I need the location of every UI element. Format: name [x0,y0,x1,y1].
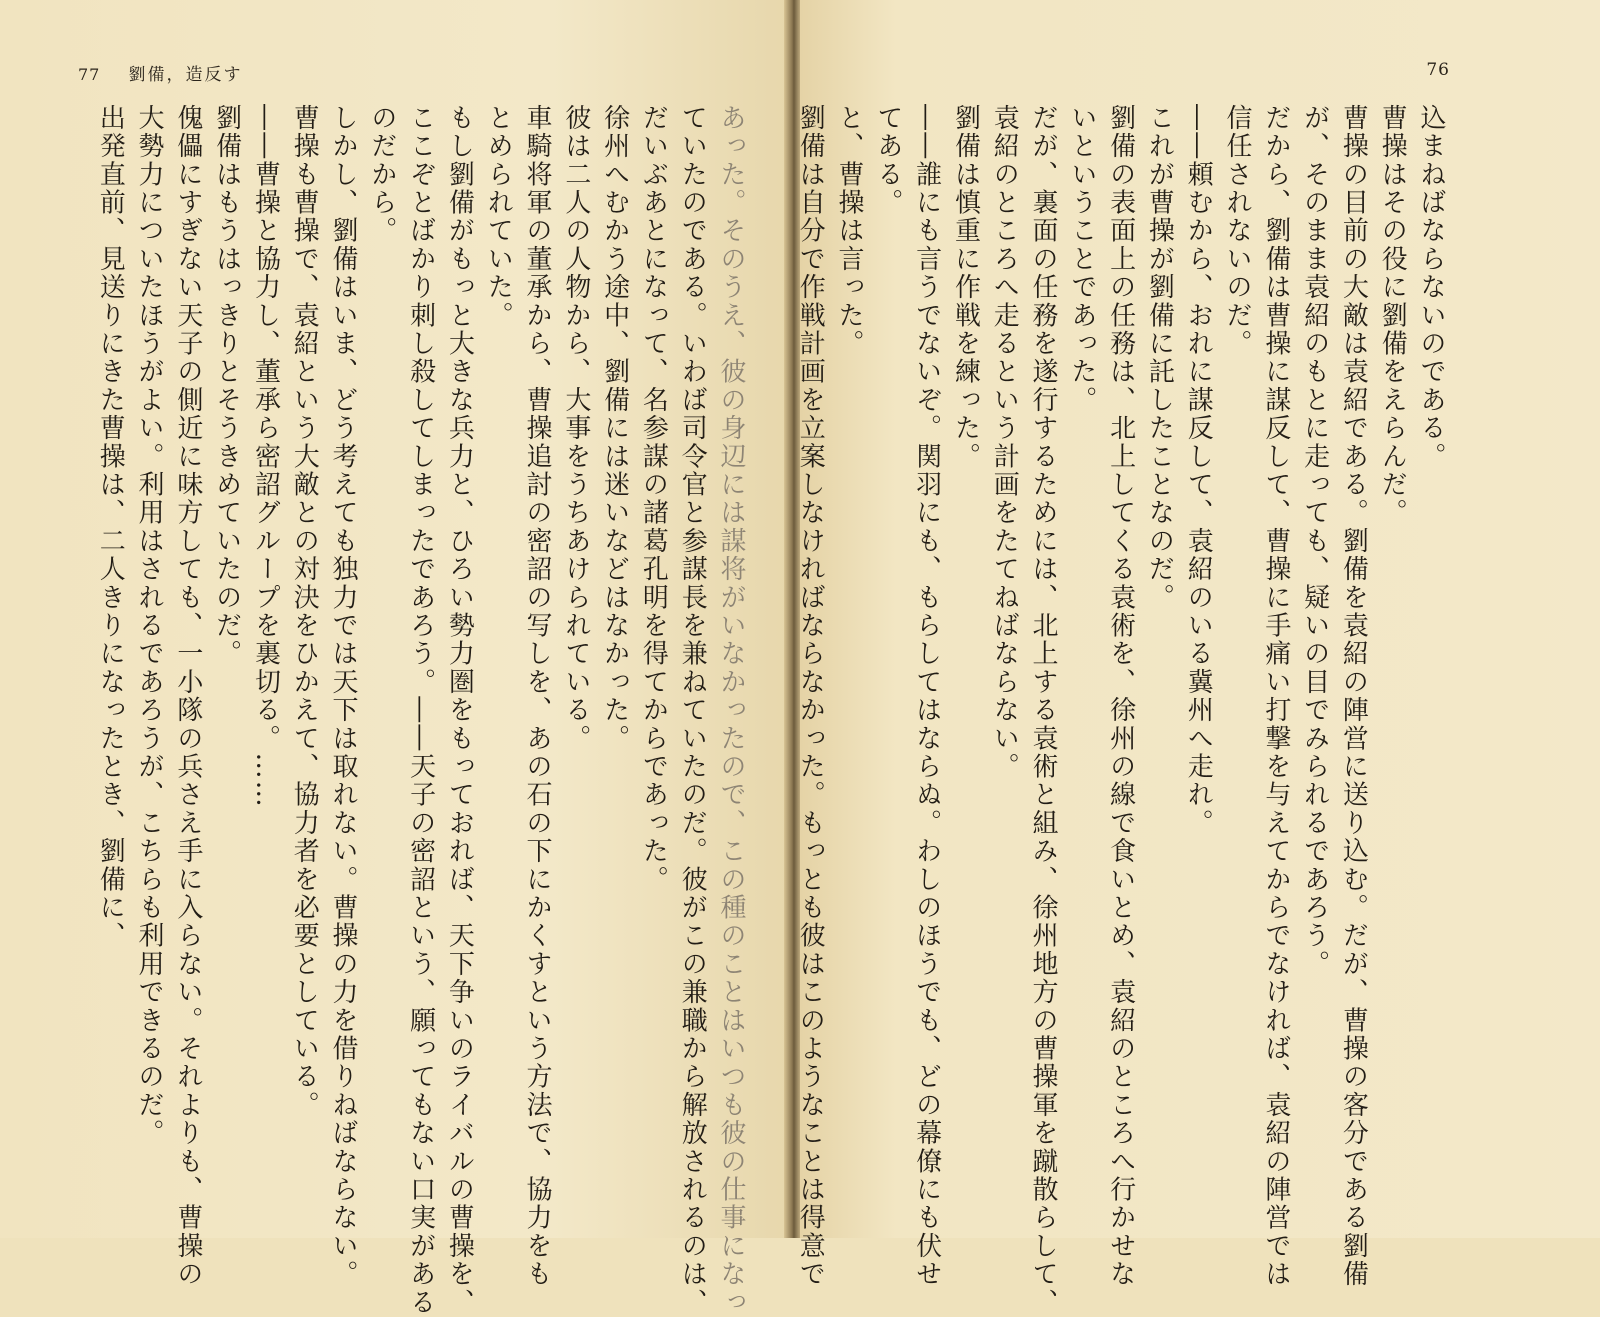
text-line: これが曹操が劉備に託したことなのだ。 [1144,104,1175,612]
right-page-number: 76 [1426,60,1450,80]
text-line: のだから。 [366,104,397,245]
text-line: 曹操はその役に劉備をえらんだ。 [1377,104,1408,527]
text-line: しかし、劉備はいま、どう考えても独力では天下は取れない。曹操の力を借りねばならない。 [328,104,359,1289]
text-line: 袁紹のところへ走るという計画をたてねばならない。 [989,104,1020,781]
text-line: 劉備は慎重に作戦を練った。 [950,104,981,471]
left-page [0,0,788,1317]
text-line: ていたのである。いわば司令官と参謀長を兼ねていたのだ。彼がこの兼職から解放されるのは、 [677,104,708,1317]
left-page-number: 77 [78,65,101,84]
text-line: 大勢力についたほうがよい。利用はされるであろうが、こちらも利用できるのだ。 [134,104,165,1148]
text-line: 傀儡にすぎない天子の側近に味方しても、一小隊の兵さえ手に入らない。それよりも、曹操の [172,104,203,1289]
text-line: と、曹操は言った。 [834,104,865,358]
text-line: だから、劉備は曹操に謀反して、曹操に手痛い打撃を与えてからでなければ、袁紹の陣営では [1260,104,1291,1289]
text-line: 劉備の表面上の任務は、北上してくる袁術を、徐州の線で食いとめ、袁紹のところへ行かせな [1105,104,1136,1289]
text-line: 曹操の目前の大敵は袁紹である。劉備を袁紹の陣営に送り込む。だが、曹操の客分である劉備 [1338,104,1369,1289]
text-line: だが、裏面の任務を遂行するためには、北上する袁術と組み、徐州地方の曹操軍を蹴散らして、 [1028,104,1059,1317]
text-line: 曹操も曹操で、袁紹という大敵との対決をひかえて、協力者を必要としている。 [289,104,320,1120]
text-line: 信任されないのだ。 [1222,104,1253,358]
text-line: 込まねばならないのである。 [1416,104,1446,471]
left-page-header [78,60,242,85]
text-line: もし劉備がもっと大きな兵力と、ひろい勢力圏をもっておれば、天下争いのライバルの曹操を、 [444,104,475,1317]
right-page-header [1426,60,1450,80]
running-title: 劉備，造反す [128,65,243,85]
text-line: いということであった。 [1066,104,1097,415]
left-page-body [70,104,750,1317]
text-line: が、そのまま袁紹のもとに走っても、疑いの目でみられるであろう。 [1299,104,1330,979]
text-line: 出発直前、見送りにきた曹操は、二人きりになったとき、劉備に、 [95,104,126,950]
text-line: ――曹操と協力し、董承ら密詔グループを裏切る。…… [250,104,281,809]
text-line: とめられていた。 [483,104,514,330]
text-line: ここぞとばかり刺し殺してしまったであろう。――天子の密詔という、願ってもない口実がある [405,104,436,1317]
text-line: ――頼むから、おれに謀反して、袁紹のいる冀州へ走れ。 [1183,104,1214,838]
text-line: だいぶあとになって、名参謀の諸葛孔明を得てからであった。 [638,104,669,894]
text-line: 劉備は自分で作戦計画を立案しなければならなかった。もっとも彼はこのようなことは得意で [795,104,826,1289]
right-page [795,0,1600,1317]
text-line: あった。そのうえ、彼の身辺には謀将がいなかったので、この種のことはいつも彼の仕事になっ [716,104,746,1317]
right-page-body [770,104,1450,1317]
text-line: ――誰にも言うでないぞ。関羽にも、もらしてはならぬ。わしのほうでも、どの幕僚にも伏せ [911,104,942,1289]
text-line: 劉備はもうはっきりとそうきめていたのだ。 [211,104,242,668]
text-line: 車騎将軍の董承から、曹操追討の密詔の写しを、あの石の下にかくすという方法で、協力をも [522,104,553,1289]
text-line: てある。 [872,104,903,217]
text-line: 徐州へむかう途中、劉備には迷いなどはなかった。 [599,104,630,753]
text-line: 彼は二人の人物から、大事をうちあけられている。 [560,104,591,753]
